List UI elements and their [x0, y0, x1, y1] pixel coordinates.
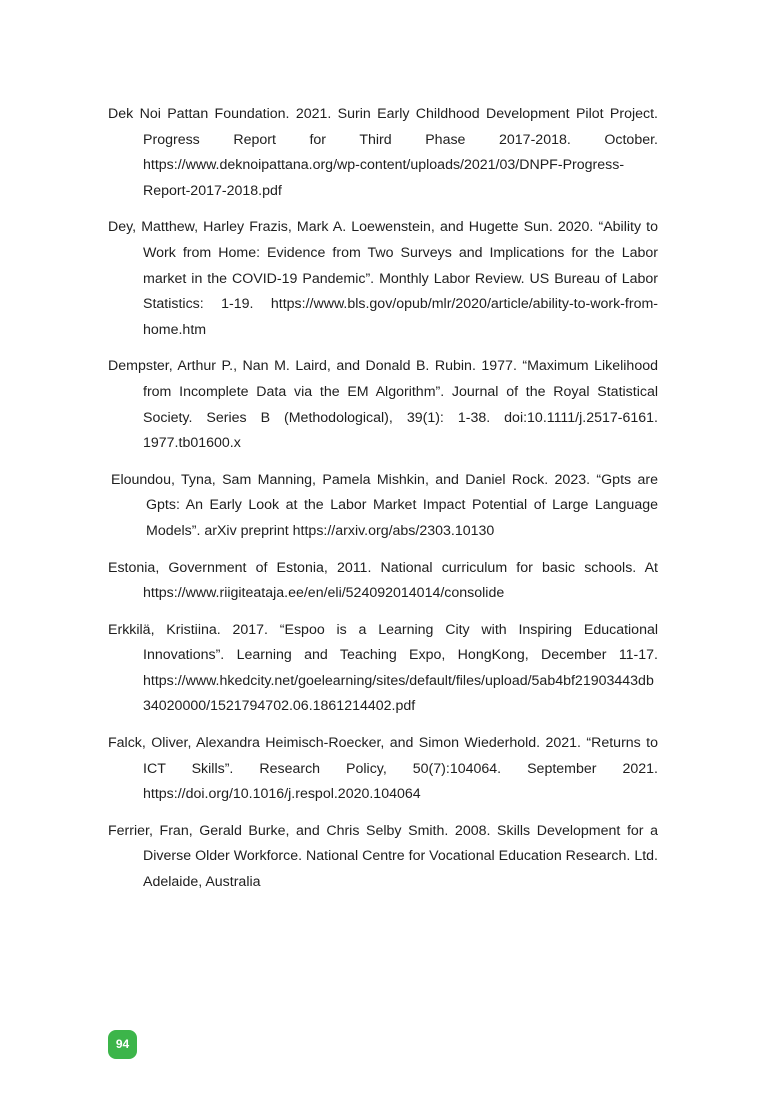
reference-entry: Eloundou, Tyna, Sam Manning, Pamela Mishkin, and Daniel Rock. 2023. “Gpts are Gpts: An Early Look at the Labor Market Impact Potential of Large Language Models”. arXiv preprint https://arxiv.org/abs/2303.10130 — [111, 471, 658, 539]
reference-entry: Dey, Matthew, Harley Frazis, Mark A. Loewenstein, and Hugette Sun. 2020. “Ability to Work from Home: Evidence from Two Surveys and Implications for the Labor market in the COVID-19 Pandemic”. Monthly Labor Review. US Bureau of Labor Statistics: 1-19. https://www.bls.gov/opub/mlr/2020/article/ability-to-work-from-home.htm — [108, 219, 658, 338]
reference-entry: Falck, Oliver, Alexandra Heimisch-Roecker, and Simon Wiederhold. 2021. “Returns to ICT Skills”. Research Policy, 50(7):104064. September 2021. https://doi.org/10.1016/j.respol.2020.104064 — [108, 735, 658, 803]
reference-entry: Dek Noi Pattan Foundation. 2021. Surin Early Childhood Development Pilot Project. Progress Report for Third Phase 2017-2018. October. https://www.deknoipattana.org/wp-content/uploads/2021/03/DNPF-Progress-Report-2017-2018.pdf — [108, 106, 658, 199]
reference-entry: Ferrier, Fran, Gerald Burke, and Chris Selby Smith. 2008. Skills Development for a Diverse Older Workforce. National Centre for Vocational Education Research. Ltd. Adelaide, Australia — [108, 822, 658, 891]
page-number-badge: 94 — [108, 1030, 137, 1059]
reference-entry: Estonia, Government of Estonia, 2011. National curriculum for basic schools. At https://www.riigiteataja.ee/en/eli/524092014014/consolide — [108, 559, 658, 602]
reference-list — [108, 102, 658, 907]
reference-entry: Erkkilä, Kristiina. 2017. “Espoo is a Learning City with Inspiring Educational Innovations”. Learning and Teaching Expo, HongKong, December 11-17. https://www.hkedcity.net/goelearning/sites/default/files/upload/5ab4bf21903443db34020000/1521794702.06.1861214402.pdf — [108, 621, 658, 715]
reference-entry: Dempster, Arthur P., Nan M. Laird, and Donald B. Rubin. 1977. “Maximum Likelihood from Incomplete Data via the EM Algorithm”. Journal of the Royal Statistical Society. Series B (Methodological), 39(1): 1-38. doi:10.1111/j.2517-6161. 1977.tb01600.x — [108, 358, 658, 452]
